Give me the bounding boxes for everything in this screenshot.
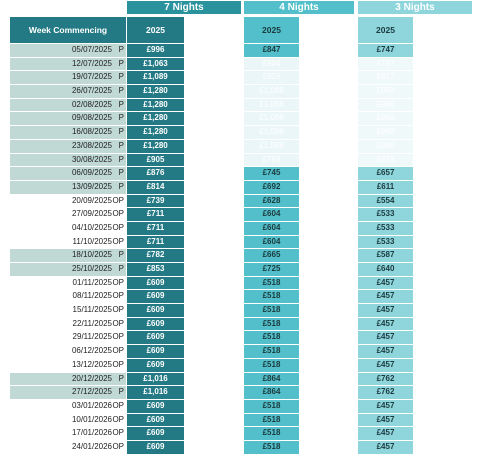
price-7-nights: £609 — [127, 331, 184, 344]
table-row — [0, 85, 480, 99]
week-date: 18/10/2025 — [71, 250, 112, 260]
price-3-nights: £457 — [358, 441, 413, 454]
price-4-nights: £1,088 — [244, 99, 299, 112]
season-type: OP — [112, 441, 124, 451]
table-row — [0, 58, 480, 72]
price-7-nights: £711 — [127, 208, 184, 221]
year-header-3-nights: 2025 — [358, 17, 413, 43]
week-date-cell — [10, 441, 126, 454]
season-type: P — [118, 387, 124, 397]
week-date: 15/11/2025 — [72, 305, 112, 315]
week-commencing-header: Week Commencing — [10, 17, 126, 43]
table-row — [0, 154, 480, 168]
season-type: OP — [112, 359, 124, 369]
price-3-nights: £640 — [358, 263, 413, 276]
week-date: 06/09/2025 — [71, 168, 112, 178]
price-3-nights: £797 — [358, 58, 413, 71]
week-date-cell — [10, 236, 126, 249]
season-type: OP — [112, 209, 124, 219]
price-7-nights: £609 — [127, 441, 184, 454]
price-3-nights: £533 — [358, 236, 413, 249]
header-7-nights: 7 Nights — [127, 1, 241, 14]
price-3-nights: £457 — [358, 359, 413, 372]
season-type: P — [118, 127, 124, 137]
table-row — [0, 99, 480, 113]
table-row — [0, 44, 480, 58]
price-4-nights: £864 — [244, 386, 299, 399]
season-type: OP — [112, 305, 124, 315]
price-7-nights: £876 — [127, 167, 184, 180]
price-3-nights: £762 — [358, 386, 413, 399]
week-date-cell — [10, 427, 126, 440]
table-row — [0, 263, 480, 277]
price-7-nights: £609 — [127, 427, 184, 440]
price-7-nights: £609 — [127, 414, 184, 427]
week-date-cell — [10, 290, 126, 303]
table-row — [0, 208, 480, 222]
week-date-cell — [10, 167, 126, 180]
week-date: 13/09/2025 — [71, 181, 112, 191]
week-date-cell — [10, 112, 126, 125]
price-4-nights: £1,088 — [244, 126, 299, 139]
price-3-nights: £960 — [358, 140, 413, 153]
week-date: 30/08/2025 — [71, 154, 112, 164]
price-3-nights: £457 — [358, 345, 413, 358]
header-3-nights: 3 Nights — [358, 1, 472, 14]
week-date-cell — [10, 99, 126, 112]
season-type: OP — [112, 291, 124, 301]
price-3-nights: £457 — [358, 304, 413, 317]
table-row — [0, 414, 480, 428]
season-type: OP — [112, 195, 124, 205]
table-row — [0, 331, 480, 345]
price-3-nights: £457 — [358, 331, 413, 344]
season-type: OP — [112, 277, 124, 287]
season-type: OP — [112, 414, 124, 424]
price-3-nights: £960 — [358, 99, 413, 112]
week-date-cell — [10, 126, 126, 139]
price-7-nights: £1,016 — [127, 373, 184, 386]
season-type: P — [118, 140, 124, 150]
price-7-nights: £1,063 — [127, 58, 184, 71]
season-type: P — [118, 250, 124, 260]
season-type: P — [118, 58, 124, 68]
season-type: OP — [112, 428, 124, 438]
price-4-nights: £518 — [244, 304, 299, 317]
price-4-nights: £518 — [244, 331, 299, 344]
week-date-cell — [10, 249, 126, 262]
season-type: OP — [112, 346, 124, 356]
price-3-nights: £960 — [358, 126, 413, 139]
table-row — [0, 222, 480, 236]
price-4-nights: £769 — [244, 154, 299, 167]
week-date: 05/07/2025 — [71, 45, 112, 54]
table-row — [0, 112, 480, 126]
price-7-nights: £1,280 — [127, 99, 184, 112]
header-4-nights: 4 Nights — [244, 1, 354, 14]
price-4-nights: £518 — [244, 414, 299, 427]
price-4-nights: £1,088 — [244, 140, 299, 153]
week-date-cell — [10, 263, 126, 276]
week-date: 01/11/2025 — [72, 277, 112, 287]
table-row — [0, 373, 480, 387]
week-date-cell — [10, 386, 126, 399]
week-date: 20/09/2025 — [71, 195, 112, 205]
year-header-7-nights: 2025 — [127, 17, 184, 43]
table-row — [0, 236, 480, 250]
week-date: 12/07/2025 — [71, 58, 112, 68]
price-3-nights: £960 — [358, 112, 413, 125]
week-date: 17/01/2026 — [71, 428, 112, 438]
week-date: 16/08/2025 — [71, 127, 112, 137]
week-date: 06/12/2025 — [71, 346, 112, 356]
price-7-nights: £996 — [127, 44, 184, 57]
week-date: 08/11/2025 — [72, 291, 112, 301]
price-3-nights: £457 — [358, 277, 413, 290]
season-type: OP — [112, 236, 124, 246]
price-4-nights: £518 — [244, 345, 299, 358]
price-4-nights: £518 — [244, 277, 299, 290]
week-date: 26/07/2025 — [71, 86, 112, 96]
price-7-nights: £609 — [127, 318, 184, 331]
price-4-nights: £518 — [244, 318, 299, 331]
price-4-nights: £1,088 — [244, 85, 299, 98]
season-type: P — [118, 99, 124, 109]
week-date: 04/10/2025 — [71, 222, 112, 232]
price-3-nights: £457 — [358, 290, 413, 303]
price-4-nights: £518 — [244, 290, 299, 303]
price-3-nights: £457 — [358, 414, 413, 427]
price-7-nights: £609 — [127, 359, 184, 372]
price-3-nights: £762 — [358, 373, 413, 386]
table-row — [0, 441, 480, 455]
week-date: 13/12/2025 — [71, 359, 112, 369]
price-3-nights: £657 — [358, 167, 413, 180]
price-4-nights: £518 — [244, 441, 299, 454]
week-date: 19/07/2025 — [71, 72, 112, 82]
table-row — [0, 318, 480, 332]
week-date-cell — [10, 71, 126, 84]
week-date-cell — [10, 400, 126, 413]
week-date-cell — [10, 181, 126, 194]
week-date-cell — [10, 414, 126, 427]
week-date-cell — [10, 208, 126, 221]
week-date-cell — [10, 58, 126, 71]
table-row — [0, 140, 480, 154]
table-row — [0, 400, 480, 414]
week-date-cell — [10, 195, 126, 208]
week-date-cell — [10, 85, 126, 98]
price-7-nights: £1,280 — [127, 112, 184, 125]
season-type: P — [118, 181, 124, 191]
week-date-cell — [10, 140, 126, 153]
price-4-nights: £847 — [244, 44, 299, 57]
season-type: P — [118, 154, 124, 164]
week-date: 22/11/2025 — [72, 318, 112, 328]
price-4-nights: £628 — [244, 195, 299, 208]
price-7-nights: £1,016 — [127, 386, 184, 399]
year-header-4-nights: 2025 — [244, 17, 299, 43]
week-date: 09/08/2025 — [71, 113, 112, 123]
price-3-nights: £587 — [358, 249, 413, 262]
season-type: P — [118, 168, 124, 178]
week-date-cell — [10, 44, 126, 57]
season-type: P — [118, 264, 124, 273]
price-4-nights: £1,088 — [244, 112, 299, 125]
price-4-nights: £864 — [244, 373, 299, 386]
week-date: 29/11/2025 — [72, 332, 112, 342]
week-date-cell — [10, 304, 126, 317]
week-date: 02/08/2025 — [71, 99, 112, 109]
price-7-nights: £609 — [127, 277, 184, 290]
price-3-nights: £960 — [358, 85, 413, 98]
week-date: 23/08/2025 — [71, 140, 112, 150]
week-date-cell — [10, 359, 126, 372]
week-date: 24/01/2026 — [71, 441, 112, 451]
table-row — [0, 345, 480, 359]
price-4-nights: £725 — [244, 263, 299, 276]
season-type: P — [118, 86, 124, 96]
price-7-nights: £711 — [127, 236, 184, 249]
week-date-cell — [10, 345, 126, 358]
price-4-nights: £518 — [244, 400, 299, 413]
week-date: 03/01/2026 — [71, 400, 112, 410]
price-3-nights: £457 — [358, 427, 413, 440]
price-7-nights: £905 — [127, 154, 184, 167]
season-type: P — [118, 72, 124, 82]
price-7-nights: £814 — [127, 181, 184, 194]
table-row — [0, 359, 480, 373]
table-row — [0, 386, 480, 400]
table-row — [0, 304, 480, 318]
price-7-nights: £609 — [127, 290, 184, 303]
price-7-nights: £1,280 — [127, 140, 184, 153]
week-date: 27/09/2025 — [71, 209, 112, 219]
table-row — [0, 249, 480, 263]
week-date: 25/10/2025 — [71, 264, 112, 273]
table-row — [0, 427, 480, 441]
price-4-nights: £745 — [244, 167, 299, 180]
week-date: 27/12/2025 — [71, 387, 112, 397]
price-4-nights: £665 — [244, 249, 299, 262]
price-4-nights: £518 — [244, 359, 299, 372]
table-row — [0, 126, 480, 140]
week-date-cell — [10, 277, 126, 290]
price-4-nights: £604 — [244, 222, 299, 235]
price-7-nights: £1,089 — [127, 71, 184, 84]
table-row — [0, 181, 480, 195]
season-type: P — [118, 45, 124, 54]
week-date: 20/12/2025 — [71, 373, 112, 383]
price-4-nights: £692 — [244, 181, 299, 194]
table-row — [0, 71, 480, 85]
season-type: OP — [112, 332, 124, 342]
week-date-cell — [10, 318, 126, 331]
price-3-nights: £457 — [358, 318, 413, 331]
price-7-nights: £853 — [127, 263, 184, 276]
price-3-nights: £457 — [358, 400, 413, 413]
week-date: 10/01/2026 — [71, 414, 112, 424]
price-3-nights: £817 — [358, 71, 413, 84]
price-7-nights: £711 — [127, 222, 184, 235]
table-row — [0, 277, 480, 291]
season-type: OP — [112, 222, 124, 232]
price-7-nights: £739 — [127, 195, 184, 208]
price-3-nights: £554 — [358, 195, 413, 208]
table-row — [0, 290, 480, 304]
price-7-nights: £782 — [127, 249, 184, 262]
week-date-cell — [10, 331, 126, 344]
price-3-nights: £533 — [358, 222, 413, 235]
table-row — [0, 195, 480, 209]
week-date-cell — [10, 222, 126, 235]
price-7-nights: £609 — [127, 400, 184, 413]
price-7-nights: £1,280 — [127, 126, 184, 139]
season-type: P — [118, 113, 124, 123]
season-type: P — [118, 373, 124, 383]
price-4-nights: £604 — [244, 236, 299, 249]
season-type: OP — [112, 318, 124, 328]
price-3-nights: £747 — [358, 44, 413, 57]
price-7-nights: £609 — [127, 304, 184, 317]
price-4-nights: £926 — [244, 71, 299, 84]
price-4-nights: £518 — [244, 427, 299, 440]
table-row — [0, 167, 480, 181]
price-7-nights: £609 — [127, 345, 184, 358]
price-4-nights: £604 — [244, 208, 299, 221]
price-7-nights: £1,280 — [127, 85, 184, 98]
price-3-nights: £533 — [358, 208, 413, 221]
price-3-nights: £611 — [358, 181, 413, 194]
week-date-cell — [10, 154, 126, 167]
week-date: 11/10/2025 — [72, 236, 112, 246]
week-date-cell — [10, 373, 126, 386]
price-table — [0, 44, 480, 455]
price-4-nights: £904 — [244, 58, 299, 71]
season-type: OP — [112, 400, 124, 410]
price-3-nights: £679 — [358, 154, 413, 167]
